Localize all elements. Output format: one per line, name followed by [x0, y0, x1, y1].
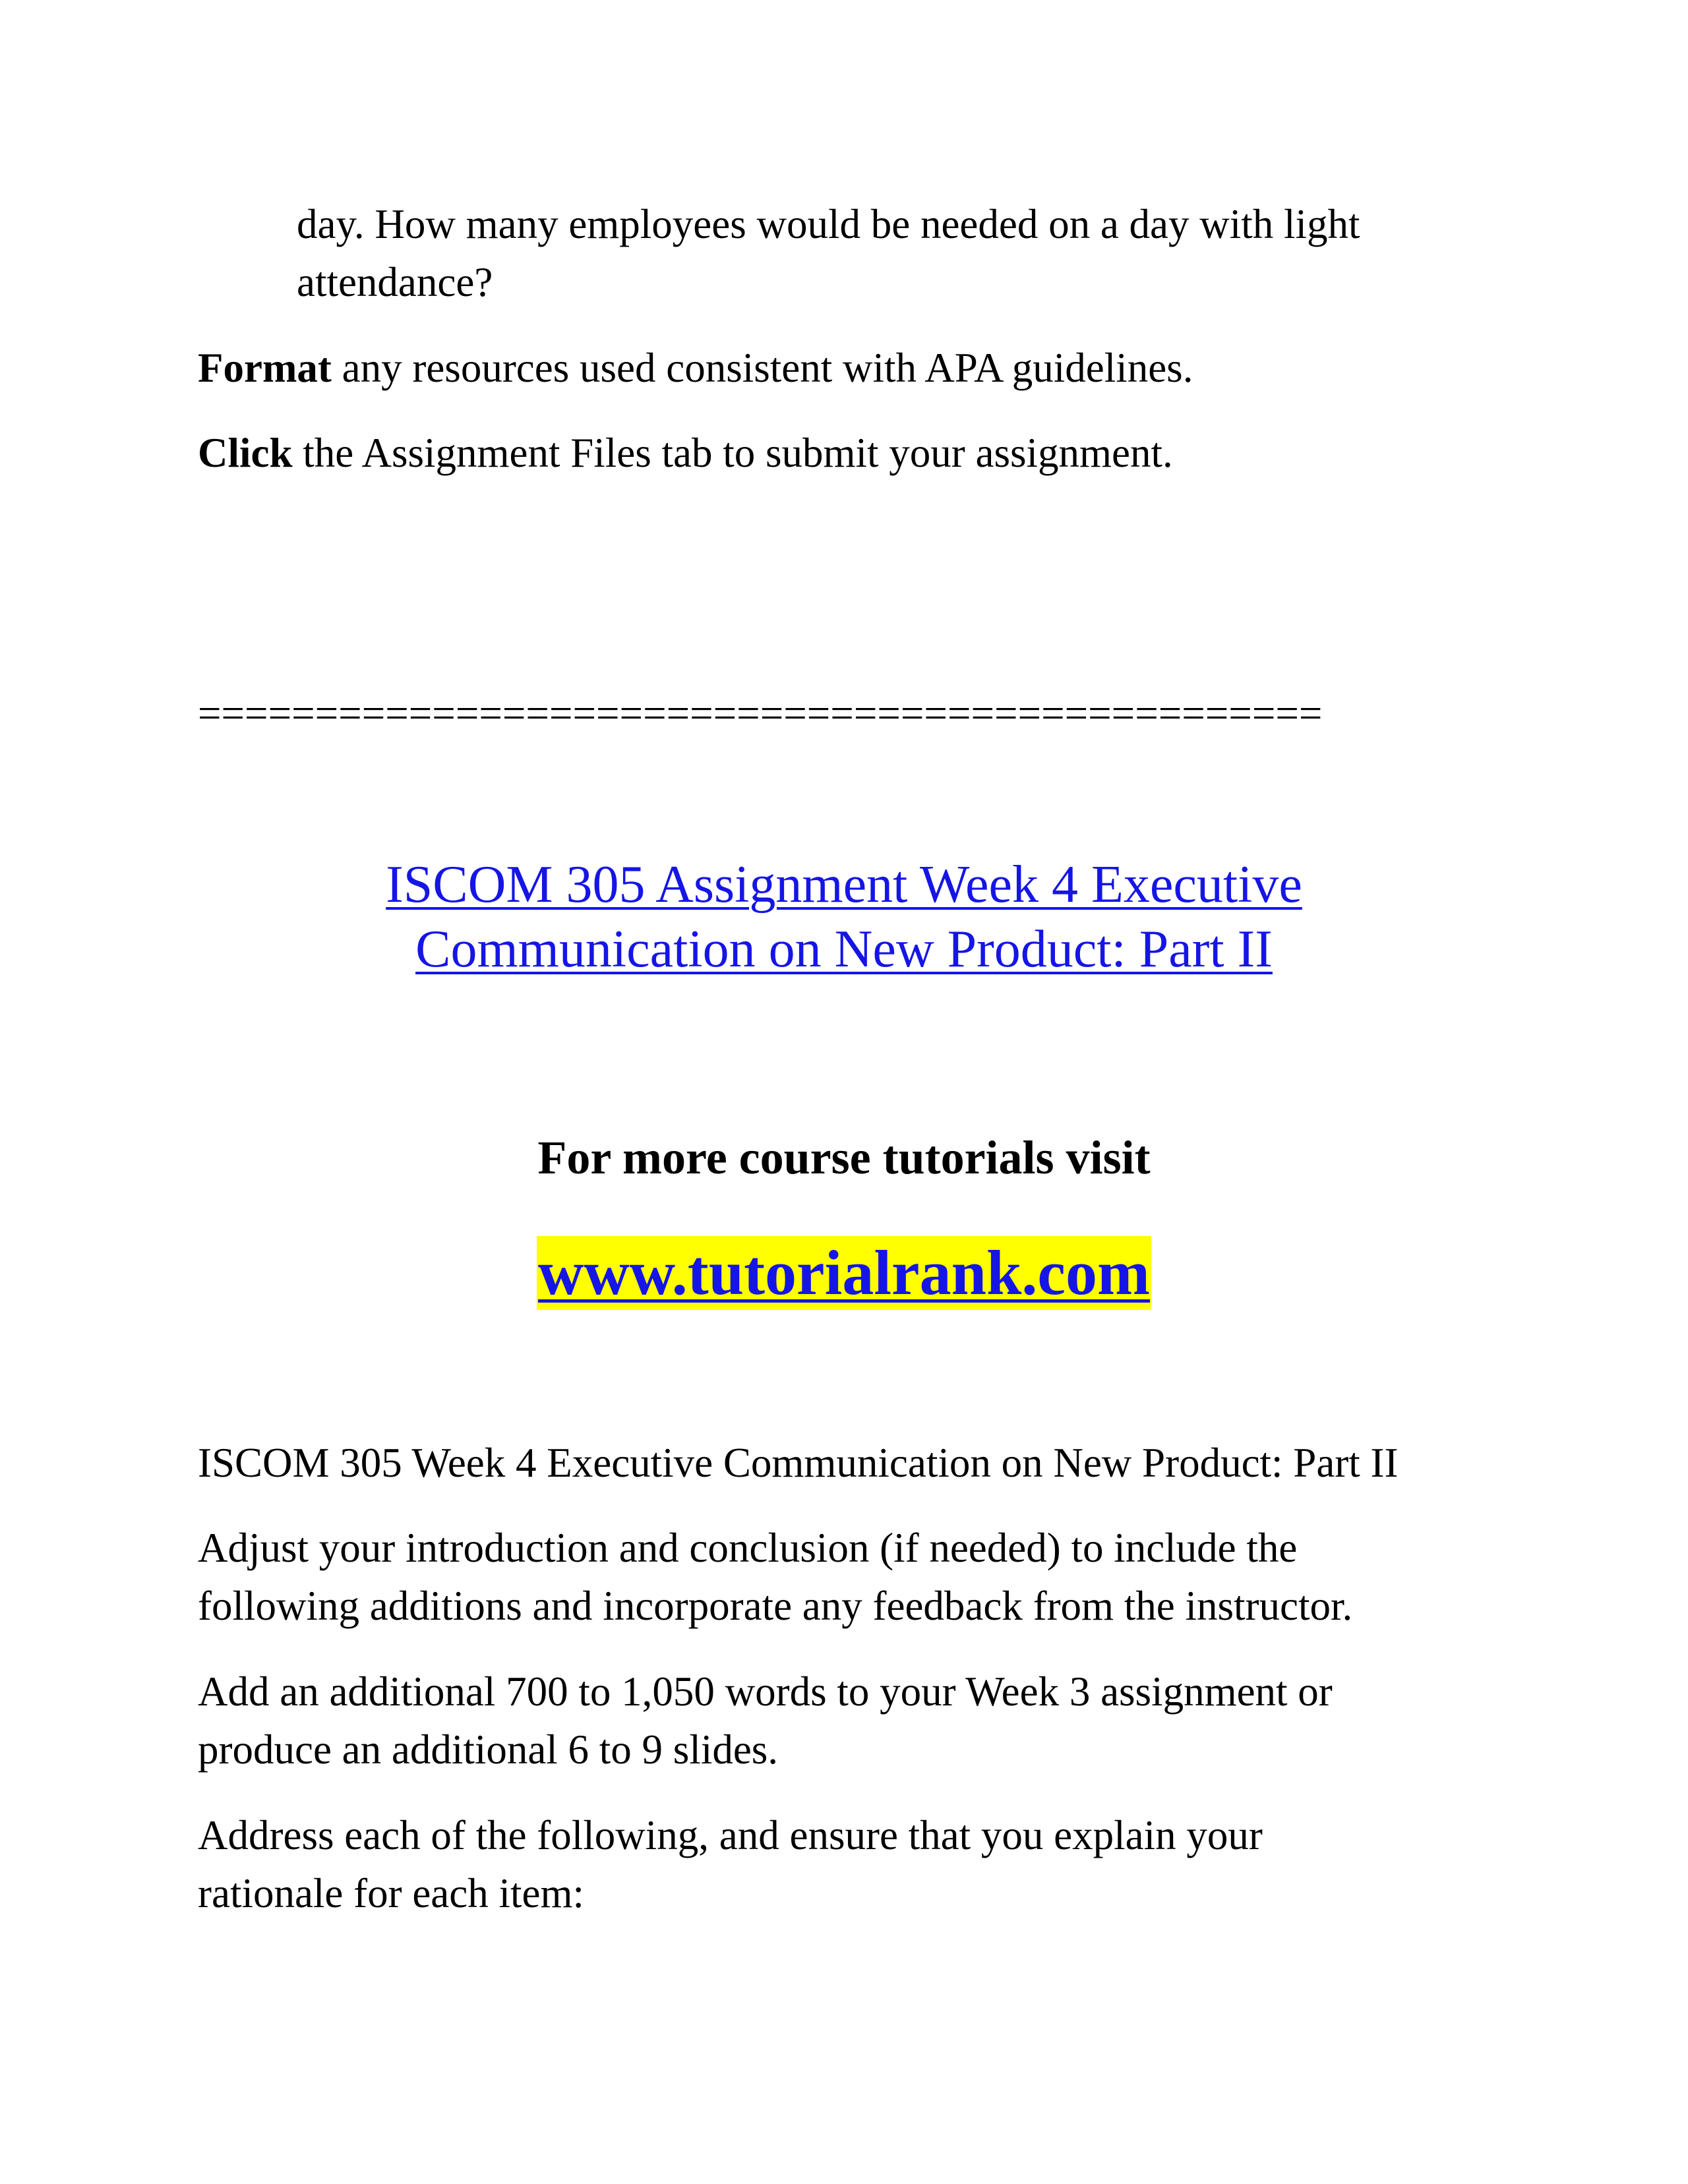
body-p2-line-1: Add an additional 700 to 1,050 words to your Week 3 assignment or: [198, 1668, 1333, 1715]
format-paragraph: [198, 339, 1193, 397]
continuation-line-2: attendance?: [297, 259, 493, 305]
body-p2-line-2: produce an additional 6 to 9 slides.: [198, 1727, 779, 1773]
click-lead: Click: [198, 430, 293, 476]
format-lead: Format: [198, 345, 332, 391]
title-link-line-1[interactable]: ISCOM 305 Assignment Week 4 Executive: [386, 856, 1302, 914]
body-p1-line-2: following additions and incorporate any feedback from the instructor.: [198, 1583, 1353, 1629]
promo-url-link[interactable]: www.tutorialrank.com: [537, 1236, 1151, 1310]
body-subtitle: ISCOM 305 Week 4 Executive Communication on New Product: Part II: [198, 1440, 1399, 1486]
body-p3-line-1: Address each of the following, and ensure that you explain your: [198, 1812, 1263, 1858]
click-rest: the Assignment Files tab to submit your assignment.: [292, 430, 1173, 476]
title-link-line-2[interactable]: Communication on New Product: Part II: [415, 920, 1273, 978]
continuation-line-1: day. How many employees would be needed on a day with light: [297, 201, 1360, 247]
format-rest: any resources used consistent with APA guidelines.: [331, 345, 1193, 391]
click-paragraph: [198, 424, 1173, 482]
separator-line: ================================================: [198, 690, 1323, 736]
body-p3-line-2: rationale for each item:: [198, 1870, 584, 1916]
promo-heading: For more course tutorials visit: [537, 1131, 1151, 1184]
promo-url-wrapper: [0, 1236, 1688, 1310]
body-p1-line-1: Adjust your introduction and conclusion (if needed) to include the: [198, 1525, 1298, 1571]
